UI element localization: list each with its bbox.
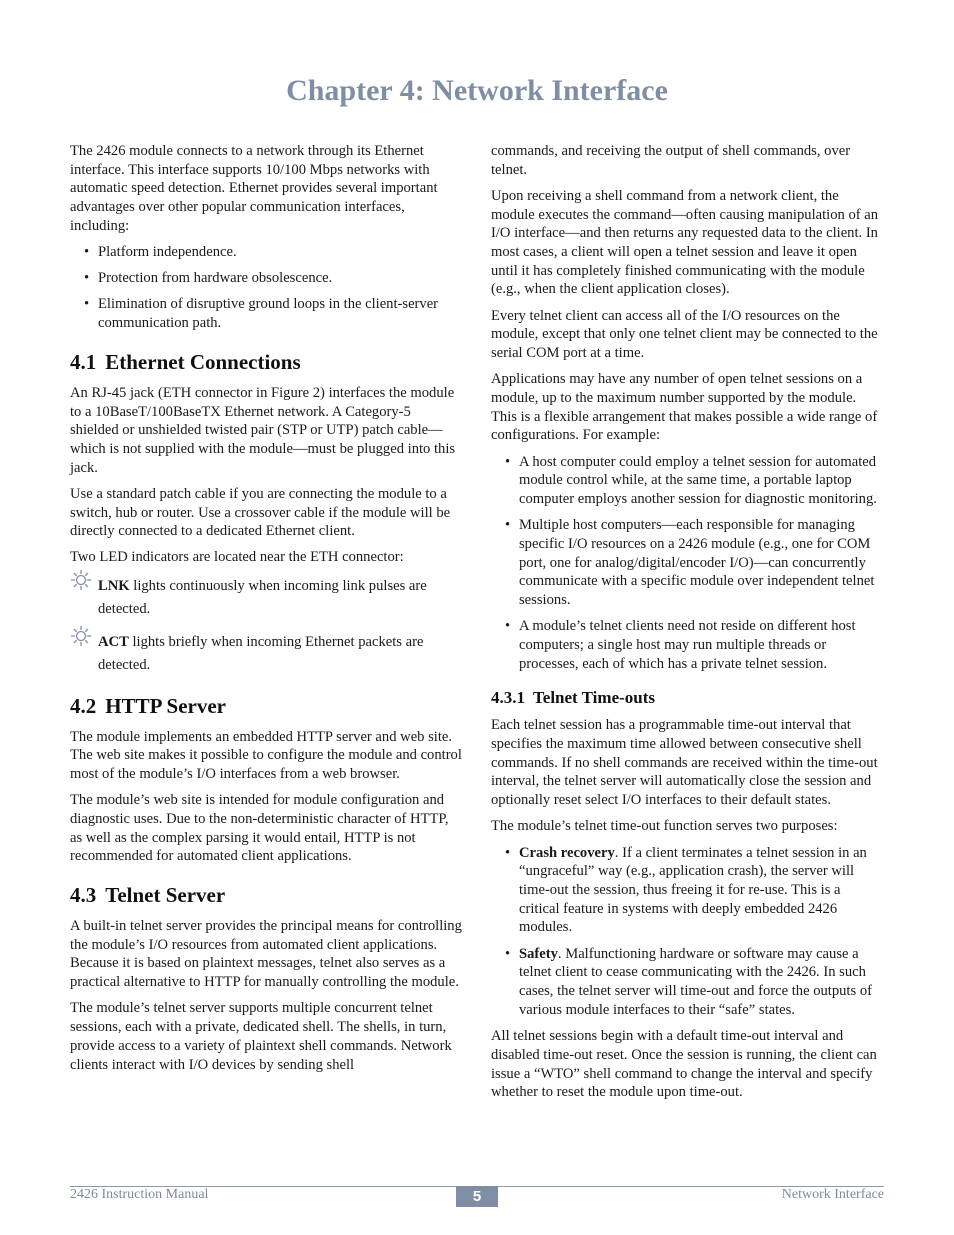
sun-icon bbox=[70, 569, 92, 591]
section-heading-4-2 bbox=[70, 694, 463, 719]
bullet-term: Safety bbox=[519, 945, 558, 962]
paragraph: An RJ-45 jack (ETH connector in Figure 2) interfaces the module to a 10BaseT/100BaseTX Ethernet network. A Category-5 shielded or unshielded twisted pair (STP or UTP) patch cable—which is not supplied with the module—must be plugged into this jack. bbox=[70, 384, 456, 476]
list-item: • Multiple host computers—each responsible for managing specific I/O resources on a 2426 module (e.g., one for COM port, one for analog/digital/encoder I/O)—can concurrently communicate with a specific module over independent telnet sessions. bbox=[491, 516, 884, 610]
bullet-text: . Malfunctioning hardware or software may cause a telnet client to cease communicating with the 2426. In such cases, the telnet server will time-out and force the outputs of various module interfaces to their “safe” states. bbox=[519, 945, 872, 1018]
subsection-heading-4-3-1 bbox=[491, 687, 884, 708]
paragraph: Every telnet client can access all of the I/O resources on the module, except that only one telnet client may be connected to the serial COM port at a time. bbox=[491, 307, 878, 362]
list-item: • A host computer could employ a telnet session for automated module control while, at the same time, a portable laptop computer employs another session for diagnostic monitoring. bbox=[491, 453, 884, 509]
list-item: • Elimination of disruptive ground loops in the client-server communication path. bbox=[70, 295, 463, 332]
section-title: Ethernet Connections bbox=[105, 349, 301, 374]
section-title: Telnet Server bbox=[105, 883, 226, 908]
paragraph: The module’s telnet time-out function serves two purposes: bbox=[491, 818, 838, 835]
list-item bbox=[491, 945, 884, 1020]
led-description: lights continuously when incoming link pulses are detected. bbox=[98, 577, 427, 617]
paragraph: Use a standard patch cable if you are connecting the module to a switch, hub or router. Use a crossover cable if the module will be directly connected to a dedicated Ethernet client. bbox=[70, 485, 451, 540]
left-column bbox=[70, 142, 463, 1082]
list-item: • Protection from hardware obsolescence. bbox=[70, 269, 463, 288]
sun-icon bbox=[70, 625, 92, 647]
led-description: lights briefly when incoming Ethernet packets are detected. bbox=[98, 633, 424, 673]
paragraph: The module’s telnet server supports multiple concurrent telnet sessions, each with a private, dedicated shell. The shells, in turn, provide access to a variety of plaintext shell commands. Network clients interact with I/O devices by sending shell bbox=[70, 1000, 452, 1073]
advantages-list bbox=[70, 243, 463, 333]
section-heading-4-3 bbox=[70, 883, 463, 908]
paragraph: Upon receiving a shell command from a network client, the module executes the command—often causing manipulation of an I/O interface—and then returns any requested data to the client. In most cases, a client will open a telnet session and leave it open until it has completely finished communicating with the module (e.g., when the client application closes). bbox=[491, 187, 879, 298]
led-list bbox=[70, 575, 463, 677]
led-name: LNK bbox=[98, 577, 130, 594]
paragraph: commands, and receiving the output of shell commands, over telnet. bbox=[491, 143, 851, 178]
paragraph: A built-in telnet server provides the principal means for controlling the module’s I/O resources from automated client applications. Because it is based on plaintext messages, telnet also serves as a practical alternative to HTTP for manually controlling the module. bbox=[70, 918, 462, 991]
footer-chapter-name: Network Interface bbox=[781, 1187, 884, 1202]
page-title: Chapter 4: Network Interface bbox=[286, 74, 668, 107]
section-number: 4.2 bbox=[70, 693, 97, 718]
paragraph: The module’s web site is intended for module configuration and diagnostic uses. Due to the non-deterministic character of HTTP, as well as the complex parsing it would entail, HTTP is not recommended for automated client applications. bbox=[70, 792, 449, 865]
purposes-list bbox=[491, 844, 884, 1020]
examples-list bbox=[491, 453, 884, 674]
right-column bbox=[491, 142, 884, 1110]
bullet-term: Crash recovery bbox=[519, 844, 615, 861]
section-title: Telnet Time-outs bbox=[533, 688, 656, 708]
intro-paragraph: The 2426 module connects to a network through its Ethernet interface. This interface supports 10/100 Mbps networks with automatic speed detection. Ethernet provides several important advantages over other popular communication interfaces, including: bbox=[70, 143, 438, 234]
footer-manual-title: 2426 Instruction Manual bbox=[70, 1187, 209, 1202]
paragraph: All telnet sessions begin with a default time-out interval and disabled time-out reset. Once the session is running, the client can issue a “WTO” shell command to change the interval and specify whether to reset the module upon time-out. bbox=[491, 1028, 877, 1101]
list-item: • A module’s telnet clients need not reside on different host computers; a single host may run multiple threads or processes, each of which has a private telnet session. bbox=[491, 617, 884, 673]
list-item: • Platform independence. bbox=[70, 243, 463, 262]
led-item-lnk bbox=[70, 575, 463, 621]
page-number: 5 bbox=[456, 1186, 498, 1207]
list-item bbox=[491, 844, 884, 938]
section-heading-4-1 bbox=[70, 350, 463, 375]
led-item-act bbox=[70, 631, 463, 677]
section-number: 4.3.1 bbox=[491, 688, 525, 708]
paragraph: The module implements an embedded HTTP server and web site. The web site makes it possible to configure the module and control most of the module’s I/O interfaces from a web browser. bbox=[70, 728, 462, 783]
led-name: ACT bbox=[98, 633, 129, 650]
paragraph: Applications may have any number of open telnet sessions on a module, up to the maximum number supported by the module. This is a flexible arrangement that makes possible a wide range of configurations. For example: bbox=[491, 371, 878, 444]
section-number: 4.1 bbox=[70, 349, 97, 374]
bullet-text: . If a client terminates a telnet session in an “ungraceful” way (e.g., application crash), the server will time-out the session, thus freeing it for re-use. This is a critical feature in systems with deeply embedded 2426 modules. bbox=[519, 844, 867, 936]
section-title: HTTP Server bbox=[105, 693, 226, 718]
section-number: 4.3 bbox=[70, 883, 97, 908]
paragraph: Two LED indicators are located near the ETH connector: bbox=[70, 549, 404, 566]
paragraph: Each telnet session has a programmable time-out interval that specifies the maximum time allowed between consecutive shell commands. If no shell commands are received within the time-out interval, the telnet server will automatically close the session and optionally reset select I/O interfaces to their default states. bbox=[491, 717, 878, 809]
